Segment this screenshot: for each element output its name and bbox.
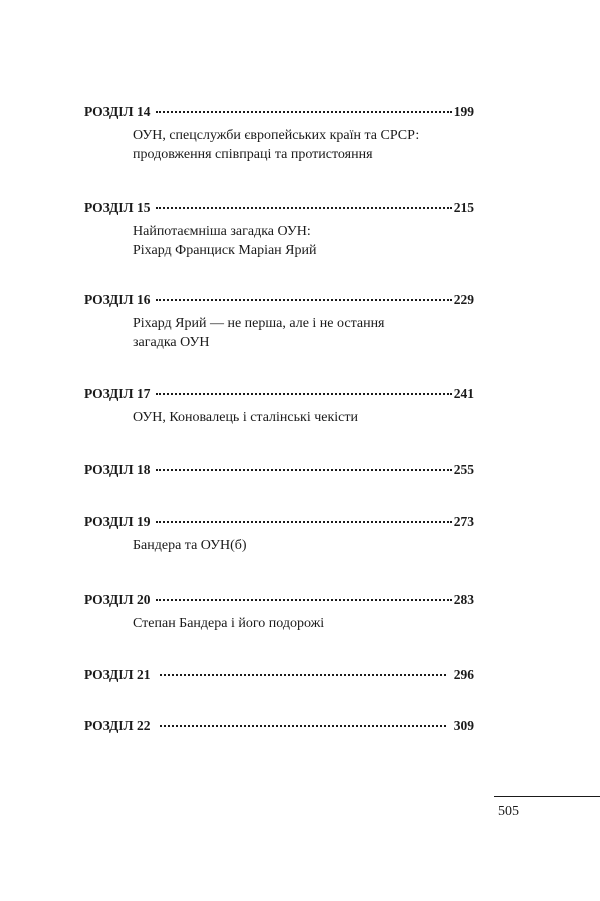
chapter-subtitle-line: Ріхард Ярий — не перша, але і не остання: [133, 316, 385, 331]
chapter-subtitle-line: ОУН, спецслужби європейських країн та СРСР:: [133, 128, 420, 143]
page-reference: 309: [453, 718, 474, 733]
toc-entry-chapter-15: [84, 199, 474, 260]
chapter-subtitle-line: Бандера та ОУН(б): [133, 538, 247, 553]
dot-leader: [156, 299, 451, 301]
chapter-label: РОЗДІЛ 18: [84, 462, 151, 477]
chapter-subtitle: [133, 614, 474, 633]
dot-leader: [156, 393, 451, 395]
chapter-subtitle-line: загадка ОУН: [133, 335, 210, 350]
chapter-subtitle: [133, 222, 474, 260]
chapter-subtitle-line: ОУН, Коновалець і сталінські чекісти: [133, 410, 358, 425]
toc-entry-heading[interactable]: [84, 513, 474, 531]
chapter-label: РОЗДІЛ 14: [84, 104, 151, 119]
dot-leader: [156, 521, 451, 523]
dot-leader: [156, 111, 451, 113]
toc-entry-chapter-21: [84, 666, 474, 684]
chapter-subtitle: [133, 314, 474, 352]
toc-entry-chapter-14: [84, 103, 474, 164]
chapter-subtitle: [133, 536, 474, 555]
dot-leader: [156, 469, 451, 471]
toc-entry-heading[interactable]: [84, 666, 474, 684]
chapter-subtitle: [133, 408, 474, 427]
page-reference: 215: [453, 200, 474, 215]
page-reference: 255: [453, 462, 474, 477]
chapter-subtitle: [133, 126, 474, 164]
page-reference: 296: [453, 667, 474, 682]
page-reference: 229: [453, 292, 474, 307]
toc-entry-chapter-22: [84, 717, 474, 735]
dot-leader: [160, 674, 445, 676]
page-number: 505: [498, 804, 519, 819]
page-reference: 241: [453, 386, 474, 401]
chapter-subtitle-line: Найпотаємніша загадка ОУН:: [133, 224, 311, 239]
chapter-label: РОЗДІЛ 17: [84, 386, 151, 401]
page-reference: 283: [453, 592, 474, 607]
chapter-label: РОЗДІЛ 21: [84, 667, 151, 682]
page-reference: 199: [453, 104, 474, 119]
toc-entry-chapter-19: [84, 513, 474, 555]
toc-entry-heading[interactable]: [84, 591, 474, 609]
toc-entry-chapter-18: [84, 461, 474, 479]
dot-leader: [156, 599, 451, 601]
toc-entry-heading[interactable]: [84, 385, 474, 403]
chapter-label: РОЗДІЛ 15: [84, 200, 151, 215]
toc-entry-heading[interactable]: [84, 199, 474, 217]
toc-entry-chapter-17: [84, 385, 474, 427]
chapter-subtitle-line: продовження співпраці та протистояння: [133, 147, 373, 162]
chapter-label: РОЗДІЛ 16: [84, 292, 151, 307]
footer-rule: [494, 796, 600, 797]
dot-leader: [156, 207, 451, 209]
chapter-subtitle-line: Ріхард Франциск Маріан Ярий: [133, 243, 317, 258]
chapter-label: РОЗДІЛ 19: [84, 514, 151, 529]
toc-entry-heading[interactable]: [84, 717, 474, 735]
toc-entry-heading[interactable]: [84, 103, 474, 121]
toc-entry-heading[interactable]: [84, 461, 474, 479]
toc-entry-chapter-20: [84, 591, 474, 633]
dot-leader: [160, 725, 445, 727]
page-reference: 273: [453, 514, 474, 529]
chapter-label: РОЗДІЛ 20: [84, 592, 151, 607]
chapter-subtitle-line: Степан Бандера і його подорожі: [133, 616, 325, 631]
toc-entry-chapter-16: [84, 291, 474, 352]
chapter-label: РОЗДІЛ 22: [84, 718, 151, 733]
toc-entry-heading[interactable]: [84, 291, 474, 309]
